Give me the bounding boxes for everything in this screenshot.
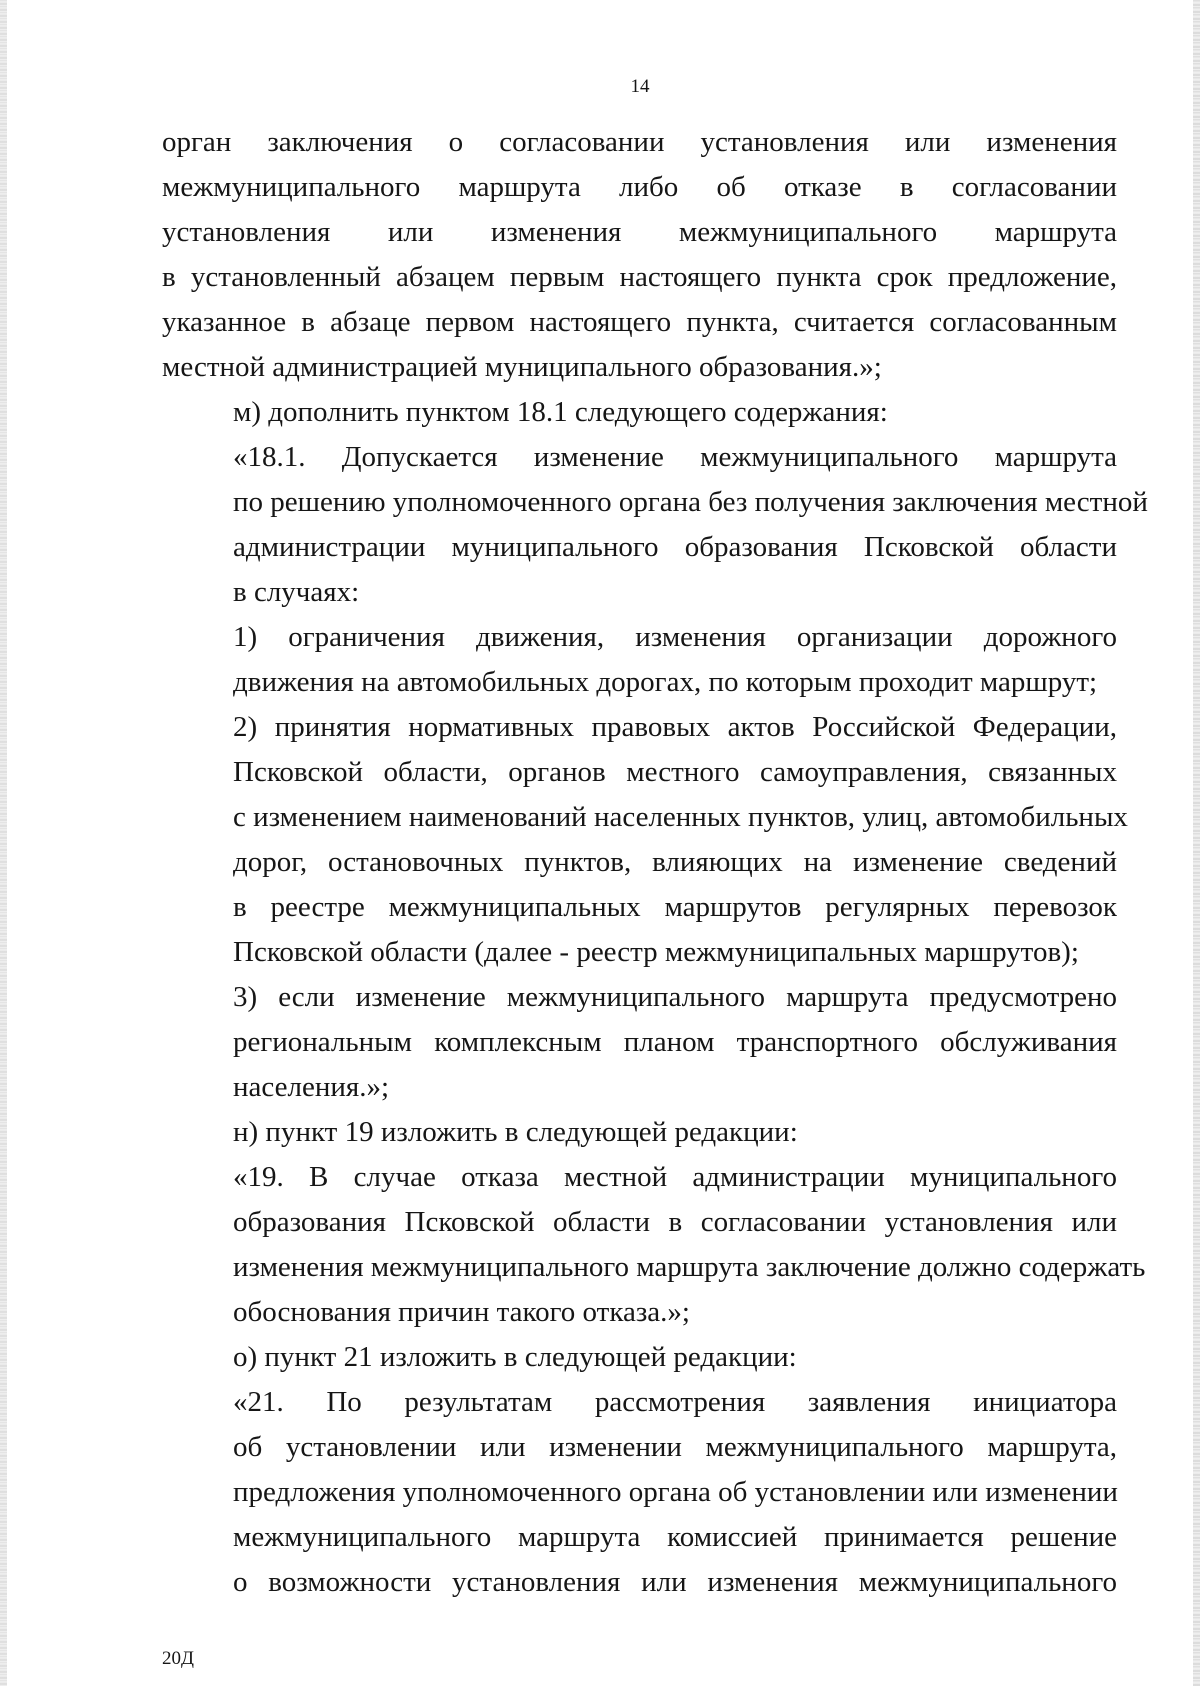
paragraph xyxy=(162,1110,1117,1155)
text-line: населения.»; xyxy=(233,1071,390,1103)
footer-code: 20Д xyxy=(162,1648,194,1669)
text-line: образования Псковской области в согласовании установления или xyxy=(233,1206,1117,1238)
text-line: 1) ограничения движения, изменения организации дорожного xyxy=(233,621,1117,653)
text-line: м) дополнить пунктом 18.1 следующего содержания: xyxy=(233,396,888,428)
text-line: дорог, остановочных пунктов, влияющих на изменение сведений xyxy=(233,846,1117,878)
paragraph xyxy=(162,1380,1117,1605)
text-line: местной администрацией муниципального образования.»; xyxy=(162,351,882,383)
text-line: Псковской области, органов местного самоуправления, связанных xyxy=(233,756,1117,788)
text-line: об установлении или изменении межмуниципального маршрута, xyxy=(233,1431,1117,1463)
paragraph xyxy=(162,1335,1117,1380)
text-line: о возможности установления или изменения межмуниципального xyxy=(233,1566,1117,1598)
paragraph xyxy=(162,975,1117,1110)
scan-edge-right xyxy=(1193,0,1200,1686)
page-number: 14 xyxy=(630,76,650,97)
paragraph xyxy=(162,615,1117,705)
text-line: 3) если изменение межмуниципального маршрута предусмотрено xyxy=(233,981,1117,1013)
text-line: Псковской области (далее - реестр межмуниципальных маршрутов); xyxy=(233,936,1079,968)
paragraph xyxy=(162,705,1128,975)
document-body xyxy=(162,120,1148,1605)
text-line: орган заключения о согласовании установления или изменения xyxy=(162,126,1117,158)
text-line: в реестре межмуниципальных маршрутов регулярных перевозок xyxy=(233,891,1117,923)
text-line: предложения уполномоченного органа об установлении или изменении xyxy=(233,1476,1118,1508)
text-line: администрации муниципального образования Псковской области xyxy=(233,531,1117,563)
paragraph xyxy=(162,435,1148,615)
text-line: движения на автомобильных дорогах, по которым проходит маршрут; xyxy=(233,666,1098,698)
text-line: межмуниципального маршрута комиссией принимается решение xyxy=(233,1521,1117,1553)
text-line: установления или изменения межмуниципального маршрута xyxy=(162,216,1117,248)
text-line: региональным комплексным планом транспортного обслуживания xyxy=(233,1026,1117,1058)
paragraph xyxy=(162,390,1117,435)
paragraph xyxy=(162,120,1117,390)
text-line: «19. В случае отказа местной администрации муниципального xyxy=(233,1161,1117,1193)
text-line: обоснования причин такого отказа.»; xyxy=(233,1296,690,1328)
text-line: о) пункт 21 изложить в следующей редакции: xyxy=(233,1341,797,1373)
text-line: в случаях: xyxy=(233,576,360,608)
scan-edge-left xyxy=(0,0,7,1686)
text-line: «18.1. Допускается изменение межмуниципального маршрута xyxy=(233,441,1117,473)
text-line: изменения межмуниципального маршрута заключение должно содержать xyxy=(233,1251,1146,1283)
text-line: указанное в абзаце первом настоящего пункта, считается согласованным xyxy=(162,306,1117,338)
text-line: по решению уполномоченного органа без получения заключения местной xyxy=(233,486,1148,518)
text-line: с изменением наименований населенных пунктов, улиц, автомобильных xyxy=(233,801,1128,833)
text-line: межмуниципального маршрута либо об отказе в согласовании xyxy=(162,171,1117,203)
text-line: «21. По результатам рассмотрения заявления инициатора xyxy=(233,1386,1117,1418)
text-line: н) пункт 19 изложить в следующей редакции: xyxy=(233,1116,798,1148)
text-line: в установленный абзацем первым настоящего пункта срок предложение, xyxy=(162,261,1117,293)
paragraph xyxy=(162,1155,1146,1335)
text-line: 2) принятия нормативных правовых актов Российской Федерации, xyxy=(233,711,1117,743)
